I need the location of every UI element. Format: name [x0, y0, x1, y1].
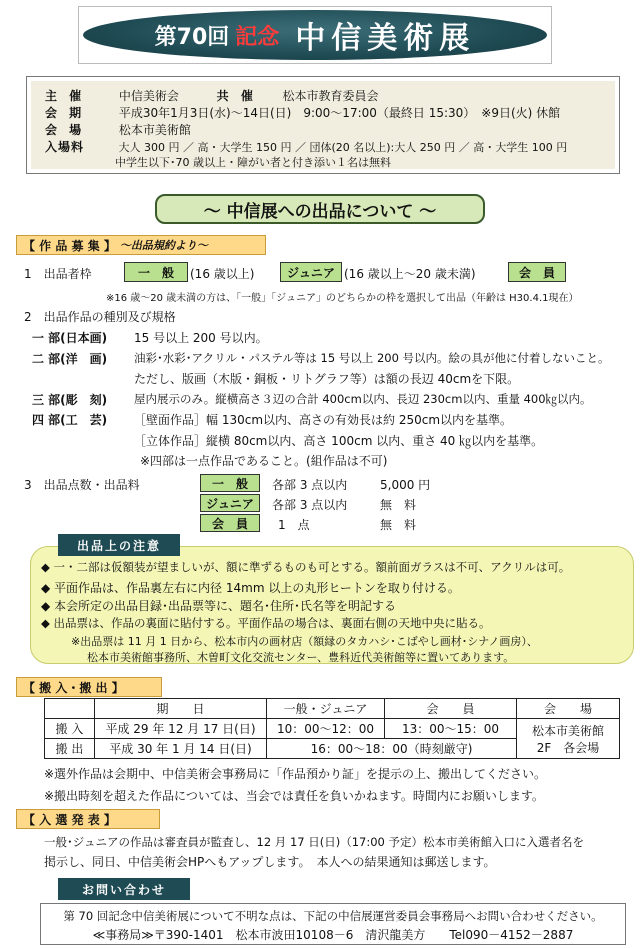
venue-line-2: 2F 各会場 — [536, 740, 600, 755]
fee-box-junior: ジュニア — [200, 494, 260, 512]
fee-price-member: 無 料 — [380, 518, 417, 532]
fee-value-1: 大人 300 円 ／ 高・大学生 150 円 ／ 団体(20 名以上):大人 250 円 ／ 高・大学生 100 円 — [118, 141, 568, 154]
fee-count-junior: 各部 3 点以内 — [272, 498, 348, 512]
row-general-time: 10：00～12：00 — [267, 719, 385, 739]
delivery-note-2: ※搬出時刻を超えた作品については、当会では責任を負いかねます。時間内にお願いします。 — [44, 789, 544, 803]
dept2-label: 二 部(洋 画) — [32, 352, 108, 366]
notice-item-3: ◆ 本会所定の出品目録･出品票等に、題名･住所･氏名等を明記する — [41, 599, 397, 613]
fee-count-general: 各部 3 点以内 — [272, 478, 348, 492]
organizer-label: 主 催 — [45, 89, 86, 103]
table-row — [45, 719, 620, 739]
exhibition-info-inner — [31, 81, 615, 169]
notice-box — [30, 546, 634, 664]
banner-edition: 第70回 — [154, 24, 230, 50]
notice-note-2: 松本市美術館事務所、木曽町文化交流センター、豊科近代美術館等に置いてあります。 — [87, 651, 515, 664]
category-box-general: 一 般 — [124, 262, 188, 282]
cosponsor-label: 共 催 — [216, 89, 257, 103]
organizer-value: 中信美術会 — [118, 89, 179, 103]
dept3-text: 屋内展示のみ。縦横高さ３辺の合計 400cm以内、長辺 230cm以内、重量 400㎏以内。 — [134, 392, 592, 406]
contact-line-1: 第 70 回記念中信美術展について不明な点は、下記の中信展運営委員会事務局へお問い合わせください。 — [63, 909, 603, 923]
exhibition-info-box — [26, 76, 620, 174]
section-title: ～ 中信展への出品について ～ — [155, 194, 485, 224]
delivery-table — [44, 698, 620, 759]
table-header-cell: 会 場 — [517, 699, 620, 719]
table-header-cell: 会 員 — [385, 699, 517, 719]
period-row — [45, 104, 560, 121]
fee-row-2 — [115, 154, 391, 170]
venue-row — [45, 121, 191, 138]
dept4-note: ※四部は一点作品であること。(組作品は不可) — [140, 454, 388, 468]
fee-price-junior: 無 料 — [380, 498, 417, 512]
banner-title — [79, 7, 551, 63]
venue-label: 会 場 — [45, 123, 86, 137]
delivery-note-1: ※選外作品は会期中、中信美術会事務局に「作品預かり証」を提示の上、搬出してください。 — [44, 767, 547, 781]
item3-label: 3 出品点数・出品料 — [24, 478, 140, 492]
dept3-label: 三 部(彫 刻) — [32, 393, 108, 407]
row-member-time: 13：00～15：00 — [385, 719, 517, 739]
row-label: 搬 出 — [45, 739, 95, 759]
general-age-note: (16 歳以上) — [190, 267, 255, 281]
recruit-header-label: 【 作 品 募 集 】 — [23, 238, 116, 253]
row-label: 搬 入 — [45, 719, 95, 739]
dept1-label: 一 部(日本画) — [32, 331, 108, 345]
age-note: ※16 歳～20 歳未満の方は、「一般」「ジュニア」のどちらかの枠を選択して出品（年齢は H30.4.1現在） — [106, 293, 579, 304]
recruit-header — [16, 235, 266, 255]
contact-line-2: ≪事務局≫〒390-1401 松本市波田10108－6 清沢龍美方 Tel090－4152－2887 — [92, 928, 574, 942]
dept2-text-1: 油彩･水彩･アクリル・パステル等は 15 号以上 200 号以内。絵の具が他に付着しないこと。 — [134, 351, 610, 365]
recruit-header-note: ～出品規約より～ — [119, 239, 208, 252]
category-box-junior: ジュニア — [280, 262, 342, 282]
fee-price-general: 5,000 円 — [380, 478, 431, 492]
venue-line-1: 松本市美術館 — [531, 723, 604, 738]
row-date: 平成 29 年 12 月 17 日(日) — [95, 719, 267, 739]
fee-box-general: 一 般 — [200, 474, 260, 492]
cosponsor-value: 松本市教育委員会 — [282, 89, 379, 103]
notice-note-1: ※出品票は 11 月 1 日から、松本市内の画材店（額縁のタカハシ･こばやし画材･シナノ画房）、 — [71, 635, 538, 648]
contact-box — [40, 903, 626, 945]
result-line-1: 一般･ジュニアの作品は審査員が監査し、12 月 17 日(日)（17:00 予定）松本市美術館入口に入選者名を — [44, 835, 585, 849]
junior-age-note: (16 歳以上～20 歳未満) — [344, 267, 476, 281]
banner-exhibition-name: 中信美術展 — [295, 21, 476, 56]
table-header-cell: 期 日 — [95, 699, 267, 719]
row-merged-time: 16：00～18：00（時刻厳守) — [267, 739, 517, 759]
row-date: 平成 30 年 1 月 14 日(日) — [95, 739, 267, 759]
notice-item-4: ◆ 出品票は、作品の裏面に貼付する。平面作品の場合は、裏面右側の天地中央に貼る。 — [41, 616, 491, 630]
dept4-text-1: ［壁面作品］幅 130cm以内、高さの有効長は約 250cm以内を基準。 — [134, 413, 513, 427]
fee-value-2: 中学生以下･70 歳以上・障がい者と付き添い１名は無料 — [115, 156, 391, 169]
notice-item-2: ◆ 平面作品は、作品裏左右に内径 14mm 以上の丸形ヒートンを取り付ける。 — [41, 581, 460, 595]
organizer-row — [45, 87, 379, 104]
table-header-cell: 一般・ジュニア — [267, 699, 385, 719]
banner-kinen: 記念 — [235, 24, 280, 50]
venue-value: 松本市美術館 — [118, 123, 191, 137]
table-header-cell — [45, 699, 95, 719]
notice-item-1: ◆ 一・二部は仮額装が望ましいが、額に準ずるものも可とする。額前面ガラスは不可、アクリルは可。 — [41, 560, 571, 574]
contact-tab: お問い合わせ — [58, 878, 190, 900]
item1-label: 1 出品者枠 — [24, 267, 92, 281]
category-box-member: 会 員 — [508, 262, 566, 282]
fee-count-member: 1 点 — [278, 518, 310, 532]
period-value: 平成30年1月3日(水)～14日(日) 9:00～17:00（最終日 15:30） ※9日(火) 休館 — [118, 106, 561, 120]
venue-cell — [517, 719, 620, 759]
fee-row — [45, 138, 567, 155]
delivery-header: 【 搬 入・搬 出 】 — [16, 677, 162, 697]
dept2-text-2: ただし、版画（木版・銅板・リトグラフ等）は額の長辺 40cmを下限。 — [134, 372, 520, 386]
notice-tab: 出品上の注意 — [58, 534, 180, 556]
table-header-row — [45, 699, 620, 719]
fee-box-member: 会 員 — [200, 514, 260, 532]
item2-label: 2 出品作品の種別及び規格 — [24, 310, 176, 324]
result-line-2: 掲示し、同日、中信美術会HPへもアップします。 本人への結果通知は郵送します。 — [44, 855, 496, 869]
fee-label: 入場料 — [45, 140, 85, 154]
dept4-text-2: ［立体作品］縦横 80cm以内、高さ 100cm 以内、重さ 40 ㎏以内を基準。 — [134, 434, 544, 448]
result-header: 【 入 選 発 表 】 — [16, 809, 160, 829]
title-banner — [78, 6, 552, 64]
dept1-text: 15 号以上 200 号以内。 — [134, 331, 268, 345]
period-label: 会 期 — [45, 106, 86, 120]
dept4-label: 四 部(工 芸) — [32, 413, 108, 427]
